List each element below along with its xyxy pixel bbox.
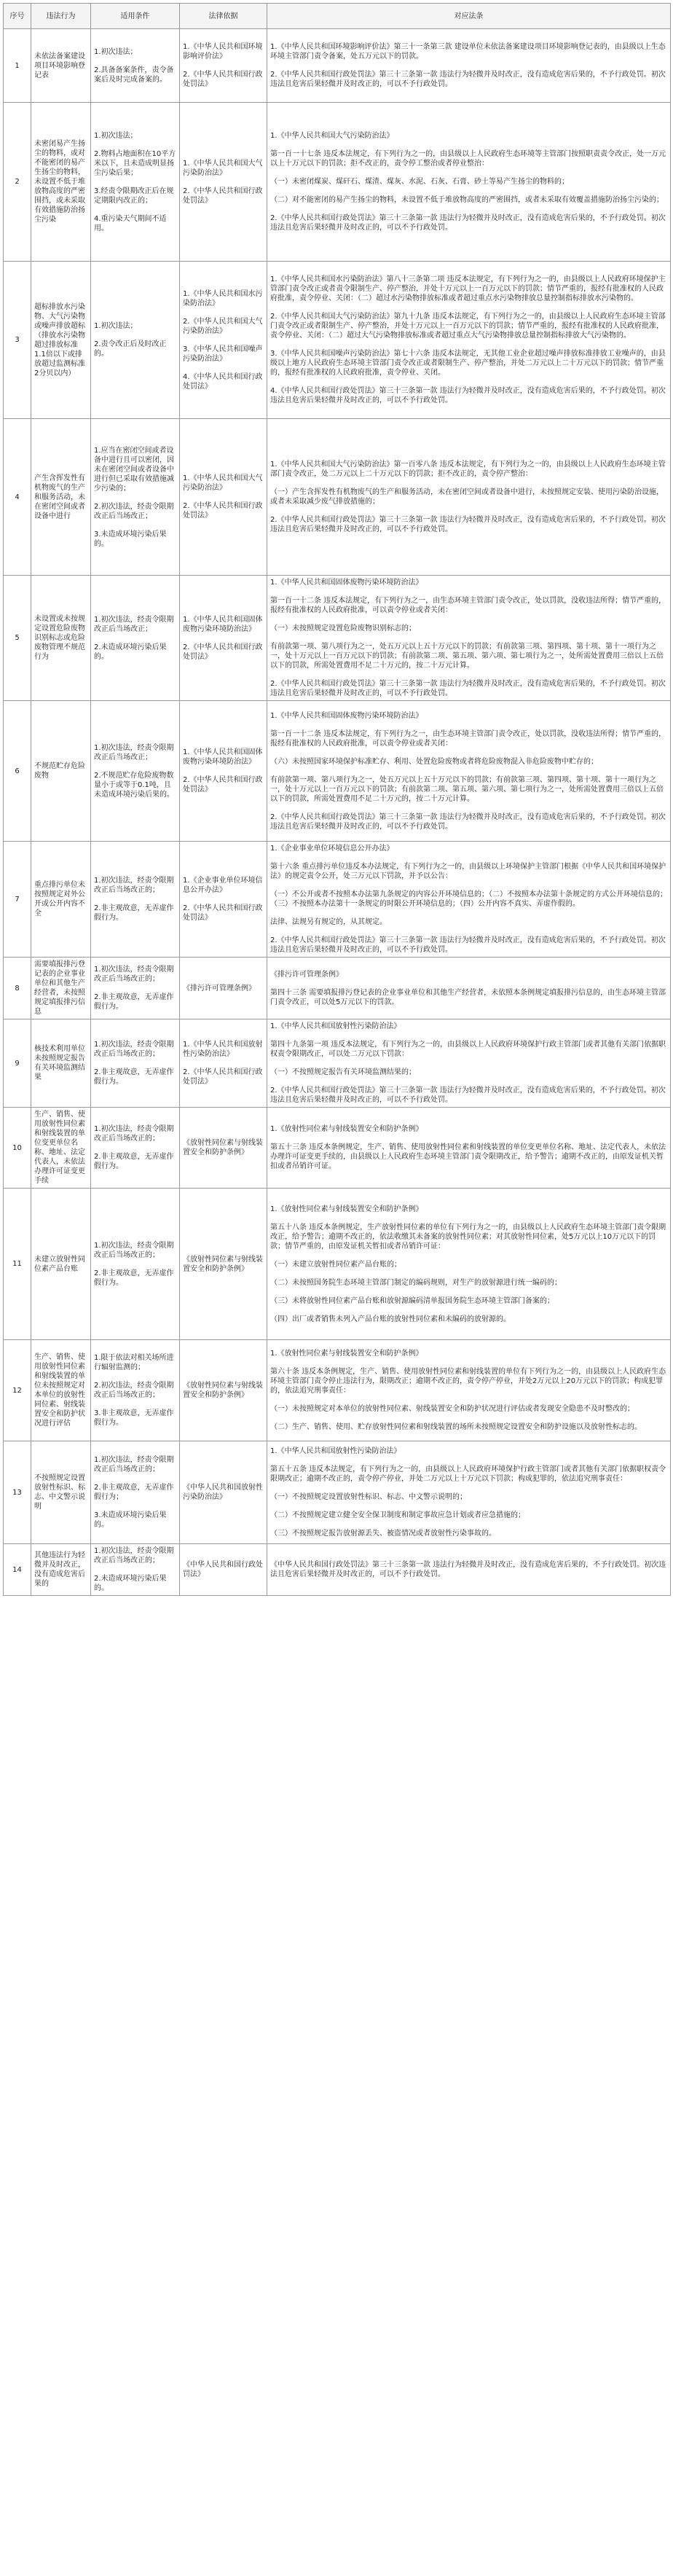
legal-basis: [180, 576, 267, 701]
legal-basis: [180, 1189, 267, 1340]
clause-paragraph: 第一百一十二条 违反本法规定，有下列行为之一，由生态环境主管部门责令改正，处以罚款，没收违法所得；情节严重的，报经有批准权的人民政府批准，可以责令停业或者关闭：: [270, 597, 666, 614]
corresponding-clauses: [267, 1441, 671, 1544]
corresponding-clauses: [267, 1019, 671, 1108]
violation-behavior: 其他违法行为轻微并及时改正，没有造成危害后果的: [31, 1544, 91, 1596]
row-number: 13: [4, 1441, 31, 1544]
applicable-conditions: [91, 1441, 180, 1544]
violation-behavior: 生产、销售、使用放射性同位素和射线装置的单位变更单位名称、地址、法定代表人，未依法办理许可证变更手续: [31, 1108, 91, 1189]
condition-item: 1.初次违法，经责令限期改正后当场改正的；: [94, 966, 174, 983]
clause-paragraph: （三）不按照规定报告放射源丢失、被盗情况或者放射性污染事故的。: [270, 1530, 496, 1538]
condition-item: 2.未造成环境污染后果的。: [94, 1575, 167, 1592]
clause-paragraph: 第一百一十七条 违反本法规定，有下列行为之一的，由县级以上人民政府生态环境等主管部门按照职责责令改正，处一万元以上十万元以下的罚款；拒不改正的，责令停工整治或者停业整治：: [270, 150, 666, 168]
basis-item: 《放射性同位素与射线装置安全和防护条例》: [183, 1382, 263, 1399]
legal-basis: [180, 103, 267, 262]
table-row: [4, 1441, 671, 1544]
clause-paragraph: 2.《中华人民共和国行政处罚法》第三十三条第一款 违法行为轻微并及时改正，没有造成危害后果的，不予行政处罚。初次违法且危害后果轻微并及时改正的，可以不予行政处罚。: [270, 71, 666, 88]
corresponding-clauses: [267, 29, 671, 103]
basis-item: 1.《中华人民共和国放射性污染防治法》: [183, 1041, 263, 1058]
table-row: [4, 1108, 671, 1189]
condition-item: 1.初次违法，经责令限期改正后当场改正；: [94, 743, 174, 762]
clause-paragraph: 1.《放射性同位素与射线装置安全和防护条例》: [270, 1350, 423, 1358]
basis-item: 4.《中华人民共和国行政处罚法》: [183, 372, 263, 391]
clause-paragraph: （一）不按照规定设置放射性标识、标志、中文警示说明的；: [270, 1493, 467, 1501]
legal-basis: [180, 842, 267, 958]
condition-item: 2.非主观故意，无弄虚作假行为；: [94, 1484, 174, 1501]
header-clauses: 对应法条: [267, 4, 671, 29]
condition-item: 2.未造成环境污染后果的。: [94, 643, 167, 661]
violation-behavior: 不按照规定设置放射性标识、标志、中文警示说明: [31, 1441, 91, 1544]
table-row: [4, 576, 671, 701]
clause-paragraph: 法律、法规另有规定的，从其规定。: [270, 918, 387, 926]
row-number: 5: [4, 576, 31, 701]
basis-item: 2.《中华人民共和国行政处罚法》: [183, 1068, 263, 1086]
legal-basis: [180, 1441, 267, 1544]
condition-item: 1.应当在密闭空间或者设备中进行且可以密闭，因未在密闭空间或者设备中进行但已采取有效措施减少污染的；: [94, 446, 174, 493]
header-conditions: 适用条件: [91, 4, 180, 29]
clause-paragraph: 1.《中华人民共和国固体废物污染环境防治法》: [270, 579, 423, 587]
clause-paragraph: （一）不公开或者不按照本办法第九条规定的内容公开环境信息的；（二）不按照本办法第十条规定的方式公开环境信息的；（三）不按照本办法第十一条规定的时限公开环境信息的；（四）公开内容不真实、弄虚作假的。: [270, 890, 667, 908]
clause-paragraph: 第四十九条第一项 违反本法规定，有下列行为之一的，由县级以上人民政府环境保护行政主管部门或者其他有关部门依据职权责令限期改正，可以处二万元以下罚款：: [270, 1041, 666, 1058]
clause-paragraph: 1.《中华人民共和国水污染防治法》第八十三条第二项 违反本法规定，有下列行为之一的，由县级以上人民政府环境保护主管部门责令改正或者责令限制生产、停产整治，并处十万元以上一百万元以下的罚款；情节严重的，报经有批准权的人民政府批准，责令停业、关闭：（二）超过水污染物排放标准或者超过重点水污染物排放总量控制指标排放水污染物的。: [270, 275, 666, 302]
row-number: 9: [4, 1019, 31, 1108]
basis-item: 2.《中华人民共和国行政处罚法》: [183, 187, 263, 205]
condition-item: 1.初次违法，经责令限期改正后当场改正的；: [94, 1547, 174, 1565]
clause-paragraph: 第五十五条 违反本法规定，有下列行为之一的，由县级以上人民政府环境保护行政主管部门或者其他有关部门依据职权责令限期改正；逾期不改正的，责令停产停业，并处二万元以上十万元以下罚款；构成犯罪的，依法追究刑事责任：: [270, 1465, 666, 1483]
clause-paragraph: 2.《中华人民共和国大气污染防治法》第九十九条 违反本法规定，有下列行为之一的，由县级以上人民政府生态环境主管部门责令改正或者限制生产、停产整治，并处十万元以上一百万元以下的罚款；情节严重的，报经有批准权的人民政府批准，责令停业、关闭：（二）超过大气污染物排放标准或者超过重点大气污染物排放总量控制指标排放大气污染物的。: [270, 313, 666, 340]
clause-paragraph: （四）出厂或者销售未列入产品台账的放射性同位素和未编码的放射源的。: [270, 1315, 511, 1323]
applicable-conditions: [91, 576, 180, 701]
header-no: 序号: [4, 4, 31, 29]
table-row: [4, 1189, 671, 1340]
clause-paragraph: 1.《中华人民共和国大气污染防治法》第一百零八条 违反本法规定，有下列行为之一的，由县级以上人民政府生态环境主管部门责令改正，处二万元以上二十万元以下的罚款；拒不改正的，责令停产整治：: [270, 461, 666, 478]
violation-behavior: 未建立放射性同位素产品台账: [31, 1189, 91, 1340]
corresponding-clauses: [267, 842, 671, 958]
regulation-table: [3, 3, 671, 1596]
basis-item: 1.《中华人民共和国环境影响评价法》: [183, 43, 263, 60]
clause-paragraph: 1.《企业事业单位环境信息公开办法》: [270, 845, 394, 853]
clause-paragraph: （一）未密闭煤炭、煤矸石、煤渣、煤灰、水泥、石灰、石膏、砂土等易产生扬尘的物料的；: [270, 178, 569, 186]
basis-item: 1.《中华人民共和国大气污染防治法》: [183, 159, 263, 177]
basis-item: 《中华人民共和国放射性污染防治法》: [183, 1484, 263, 1501]
clause-paragraph: 第五十八条 违反本条例规定，生产放射性同位素的单位有下列行为之一的，由县级以上人民政府生态环境主管部门责令限期改正，给予警告；逾期不改正的，依法收缴其未备案的放射性同位素；对其放射性同位素，处5万元以上10万元以下的罚款；情节严重的，由原发证机关暂扣或者吊销许可证：: [270, 1223, 666, 1250]
table-row: [4, 29, 671, 103]
violation-behavior: 重点排污单位未按照规定对外公开或公开内容不全: [31, 842, 91, 958]
row-number: 12: [4, 1340, 31, 1441]
applicable-conditions: [91, 958, 180, 1019]
table-row: [4, 1340, 671, 1441]
condition-item: 3.经责令限期改正后在规定期限内改正的；: [94, 187, 174, 205]
clause-paragraph: （三）未将放射性同位素产品台账和放射源编码清单报国务院生态环境主管部门备案的；: [270, 1296, 554, 1305]
basis-item: 1.《中华人民共和国固体废物污染环境防治法》: [183, 615, 263, 633]
corresponding-clauses: [267, 103, 671, 262]
legal-basis: [180, 1019, 267, 1108]
corresponding-clauses: [267, 419, 671, 576]
condition-item: 1.初次违法，经责令限期改正后当场改正的；: [94, 1125, 174, 1143]
clause-paragraph: （二）未按照国务院生态环境主管部门制定的编码规则，对生产的放射源进行统一编码的；: [270, 1278, 562, 1287]
row-number: 3: [4, 262, 31, 419]
clause-paragraph: 1.《放射性同位素与射线装置安全和防护条例》: [270, 1205, 423, 1213]
applicable-conditions: [91, 1340, 180, 1441]
clause-paragraph: （二）不按照规定建立健全安全保卫制度和制定事故应急计划或者应急措施的；: [270, 1511, 525, 1519]
basis-item: 2.《中华人民共和国行政处罚法》: [183, 776, 263, 794]
condition-item: 1.初次违法，经责令限期改正后当场改正；: [94, 615, 174, 633]
clause-paragraph: 2.《中华人民共和国行政处罚法》第三十三条第一款 违法行为轻微并及时改正，没有造成危害后果的，不予行政处罚。初次违法且危害后果轻微并及时改正的，可以不予行政处罚。: [270, 1087, 666, 1104]
applicable-conditions: [91, 29, 180, 103]
row-number: 4: [4, 419, 31, 576]
row-number: 2: [4, 103, 31, 262]
table-row: [4, 958, 671, 1019]
clause-paragraph: 1.《中华人民共和国固体废物污染环境防治法》: [270, 711, 423, 720]
basis-item: 1.《企业事业单位环境信息公开办法》: [183, 877, 263, 894]
clause-paragraph: 有前款第一项、第八项行为之一，处五万元以上五十万元以下的罚款；有前款第三项、第四项、第十项、第十一项行为之一，处十万元以上一百万元以下的罚款；有前款第二项、第五项、第六项、第七项行为之一，处所需处置费用三倍以上五倍以下的罚款，所需处置费用不足二十万元的，按二十万元计算。: [270, 775, 664, 803]
row-number: 8: [4, 958, 31, 1019]
condition-item: 1.初次违法，经责令限期改正后当场改正的；: [94, 1041, 174, 1058]
basis-item: 2.《中华人民共和国行政处罚法》: [183, 643, 263, 661]
table-row: [4, 701, 671, 842]
corresponding-clauses: [267, 576, 671, 701]
basis-item: 《中华人民共和国行政处罚法》: [183, 1561, 263, 1578]
basis-item: 2.《中华人民共和国行政处罚法》: [183, 502, 263, 520]
violation-behavior: 核技术利用单位未按照规定报告有关环境监测结果: [31, 1019, 91, 1108]
applicable-conditions: [91, 103, 180, 262]
clause-paragraph: 1.《中华人民共和国大气污染防治法》: [270, 132, 394, 140]
corresponding-clauses: [267, 1340, 671, 1441]
clause-paragraph: （二）生产、销售、使用、贮存放射性同位素和射线装置的场所未按照规定设置安全和防护设施以及放射性标志的。: [270, 1423, 642, 1431]
legal-basis: [180, 1544, 267, 1596]
row-number: 11: [4, 1189, 31, 1340]
condition-item: 1.初次违法；: [94, 322, 138, 330]
applicable-conditions: [91, 1189, 180, 1340]
condition-item: 1.初次违法；: [94, 47, 138, 56]
legal-basis: [180, 29, 267, 103]
row-number: 10: [4, 1108, 31, 1189]
clause-paragraph: 4.《中华人民共和国行政处罚法》第三十三条第一款 违法行为轻微并及时改正，没有造成危害后果的，不予行政处罚。初次违法且危害后果轻微并及时改正的，可以不予行政处罚。: [270, 387, 666, 404]
violation-behavior: 产生含挥发性有机物废气的生产和服务活动，未在密闭空间或者设备中进行: [31, 419, 91, 576]
basis-item: 《放射性同位素与射线装置安全和防护条例》: [183, 1255, 263, 1273]
clause-paragraph: 2.《中华人民共和国行政处罚法》第三十三条第一款 违法行为轻微并及时改正，没有造成危害后果的，不予行政处罚。初次违法且危害后果轻微并及时改正的，可以不予行政处罚。: [270, 516, 666, 533]
condition-item: 1.初次违法，经责令限期改正后当场改正的；: [94, 1241, 174, 1259]
applicable-conditions: [91, 262, 180, 419]
clause-paragraph: 第十六条 重点排污单位违反本办法规定，有下列行为之一的，由县级以上环境保护主管部门根据《中华人民共和国环境保护法》的规定责令公开，处三万元以下罚款，并予以公告：: [270, 863, 666, 880]
legal-basis: [180, 958, 267, 1019]
table-row: [4, 1544, 671, 1596]
clause-paragraph: 2.《中华人民共和国行政处罚法》第三十三条第一款 违法行为轻微并及时改正，没有造成危害后果的，不予行政处罚。初次违法且危害后果轻微并及时改正的，可以不予行政处罚。: [270, 813, 666, 831]
clause-paragraph: 《排污许可管理条例》: [270, 970, 343, 979]
header-basis: 法律依据: [180, 4, 267, 29]
clause-paragraph: 2.《中华人民共和国行政处罚法》第三十三条第一款 违法行为轻微并及时改正，没有造成危害后果的，不予行政处罚。初次违法且危害后果轻微并及时改正的，可以不予行政处罚。: [270, 936, 666, 954]
legal-basis: [180, 419, 267, 576]
basis-item: 1.《中华人民共和国水污染防治法》: [183, 289, 263, 308]
row-number: 6: [4, 701, 31, 842]
table-header: [4, 4, 671, 29]
basis-item: 1.《中华人民共和国大气污染防治法》: [183, 474, 263, 492]
corresponding-clauses: [267, 1108, 671, 1189]
table-row: [4, 419, 671, 576]
corresponding-clauses: [267, 262, 671, 419]
table-row: [4, 262, 671, 419]
clause-paragraph: 1.《中华人民共和国环境影响评价法》第三十一条第三款 建设单位未依法备案建设项目环境影响登记表的，由县级以上生态环境主管部门责令备案，处五万元以下的罚款。: [270, 43, 666, 60]
violation-behavior: 不规范贮存危险废物: [31, 701, 91, 842]
clause-paragraph: 《中华人民共和国行政处罚法》第三十三条第一款 违法行为轻微并及时改正，没有造成危害后果的，不予行政处罚。初次违法且危害后果轻微并及时改正的，可以不予行政处罚。: [270, 1561, 666, 1578]
clause-paragraph: 3.《中华人民共和国噪声污染防治法》第七十六条 违反本法规定，无其他工业企业超过噪声排放标准排放工业噪声的，由县级以上地方人民政府生态环境主管部门责令改正或者限制生产、停产整治，并处二万元以上二十万元以下的罚款；情节严重的，报经有批准权的人民政府批准，责令停业、关闭。: [270, 350, 666, 377]
clause-paragraph: （二）对不能密闭的易产生扬尘的物料，未设置不低于堆放物高度的严密围挡，或者未采取有效覆盖措施防治扬尘污染的；: [270, 196, 664, 204]
row-number: 7: [4, 842, 31, 958]
condition-item: 2.不规范贮存危险废物数量小于或等于0.1吨，且未造成环境污染后果的。: [94, 771, 174, 799]
basis-item: 2.《中华人民共和国大气污染防治法》: [183, 317, 263, 335]
basis-item: 2.《中华人民共和国行政处罚法》: [183, 904, 263, 922]
condition-item: 3.未造成环境污染后果的。: [94, 1511, 167, 1529]
clause-paragraph: 2.《中华人民共和国行政处罚法》第三十三条第一款 违法行为轻微并及时改正，没有造成危害后果的，不予行政处罚。初次违法且危害后果轻微并及时改正的，可以不予行政处罚。: [270, 680, 666, 697]
condition-item: 1.初次违法，经责令限期改正后当场改正的；: [94, 1456, 174, 1473]
header-row: [4, 4, 671, 29]
clause-paragraph: （一）产生含挥发性有机物废气的生产和服务活动，未在密闭空间或者设备中进行，未按照规定安装、使用污染防治设施，或者未采取减少废气排放措施的；: [270, 488, 664, 506]
legal-basis: [180, 1108, 267, 1189]
condition-item: 2.责令改正后及时改正的。: [94, 340, 167, 358]
applicable-conditions: [91, 842, 180, 958]
legal-basis: [180, 262, 267, 419]
basis-item: 《排污许可管理条例》: [183, 984, 256, 993]
corresponding-clauses: [267, 1544, 671, 1596]
legal-basis: [180, 1340, 267, 1441]
clause-paragraph: （一）未按照规定对本单位的放射性同位素、射线装置安全和防护状况进行评估或者发现安全隐患不及时整改的；: [270, 1405, 634, 1413]
applicable-conditions: [91, 701, 180, 842]
table-row: [4, 103, 671, 262]
condition-item: 2.非主观故意，无弄虚作假行为。: [94, 1153, 174, 1170]
table-body: [4, 29, 671, 1596]
basis-item: 1.《中华人民共和国固体废物污染环境防治法》: [183, 748, 263, 766]
violation-behavior: 超标排放水污染物、大气污染物或噪声排放超标（排放水污染物超过排放标准1.1倍以下或排放超过监测标准2分贝以内）: [31, 262, 91, 419]
clause-paragraph: 第四十三条 需要填报排污登记表的企业事业单位和其他生产经营者，未依照本条例规定填报排污信息的，由生态环境主管部门责令改正，可以处5万元以下的罚款。: [270, 988, 666, 1006]
corresponding-clauses: [267, 958, 671, 1019]
applicable-conditions: [91, 1019, 180, 1108]
clause-paragraph: 第六十条 违反本条例规定，生产、销售、使用放射性同位素和射线装置的单位有下列行为之一的，由县级以上人民政府生态环境主管部门责令停止违法行为，限期改正；逾期不改正的，责令停产停业，并处2万元以上20万元以下的罚款；构成犯罪的，依法追究刑事责任：: [270, 1368, 666, 1395]
violation-behavior: 未密闭易产生扬尘的物料，或对不能密闭的易产生扬尘的物料，未设置不低于堆放物高度的严密围挡，或未采取有效措施防治扬尘污染: [31, 103, 91, 262]
applicable-conditions: [91, 1108, 180, 1189]
table-row: [4, 842, 671, 958]
row-number: 14: [4, 1544, 31, 1596]
condition-item: 1.初次违法；: [94, 131, 138, 140]
condition-item: 3.非主观故意，无弄虚作假行为。: [94, 1409, 174, 1427]
clause-paragraph: 第五十三条 违反本条例规定，生产、销售、使用放射性同位素和射线装置的单位变更单位名称、地址、法定代表人，未依法办理许可证变更手续的，由县级以上人民政府生态环境主管部门责令限期改正，给予警告；逾期不改正的，由原发证机关暂扣或者吊销许可证。: [270, 1143, 666, 1170]
clause-paragraph: 2.《中华人民共和国行政处罚法》第三十三条第一款 违法行为轻微并及时改正，没有造成危害后果的，不予行政处罚。初次违法且危害后果轻微并及时改正的，可以不予行政处罚。: [270, 214, 666, 232]
basis-item: 2.《中华人民共和国行政处罚法》: [183, 71, 263, 88]
condition-item: 4.重污染天气期间不适用。: [94, 214, 167, 232]
condition-item: 2.非主观故意，无弄虚作假行为。: [94, 1068, 174, 1086]
condition-item: 3.未造成环境污染后果的。: [94, 530, 167, 548]
table-row: [4, 1019, 671, 1108]
applicable-conditions: [91, 419, 180, 576]
violation-behavior: 未依法备案建设项目环境影响登记表: [31, 29, 91, 103]
condition-item: 2.非主观故意，无弄虚作假行为。: [94, 993, 174, 1011]
header-behavior: 违法行为: [31, 4, 91, 29]
condition-item: 1.初次违法，经责令限期改正后当场改正的；: [94, 877, 174, 894]
condition-item: 2.初次违法，经责令限期改正后当场改正的；: [94, 1382, 174, 1399]
condition-item: 2.具备备案条件，责令备案后及时完成备案的。: [94, 66, 174, 84]
violation-behavior: 生产、销售、使用放射性同位素和射线装置的单位未按照规定对本单位的放射性同位素、射线装置安全和防护状况进行评估: [31, 1340, 91, 1441]
clause-paragraph: 第一百一十二条 违反本法规定，有下列行为之一，由生态环境主管部门责令改正，处以罚款，没收违法所得；情节严重的，报经有批准权的人民政府批准，可以责令停业或者关闭：: [270, 729, 666, 748]
condition-item: 2.非主观故意，无弄虚作假行为。: [94, 904, 174, 922]
clause-paragraph: （六）未按照国家环境保护标准贮存、利用、处置危险废物或者将危险废物混入非危险废物中贮存的；: [270, 757, 598, 766]
clause-paragraph: 1.《放射性同位素与射线装置安全和防护条例》: [270, 1125, 423, 1133]
condition-item: 2.非主观故意，无弄虚作假行为。: [94, 1269, 174, 1287]
violation-behavior: 需要填报排污登记表的企业事业单位和其他生产经营者，未按照规定填报排污信息: [31, 958, 91, 1019]
corresponding-clauses: [267, 701, 671, 842]
legal-basis: [180, 701, 267, 842]
condition-item: 2.物料占地面积在10平方米以下，且未造成明显扬尘污染后果；: [94, 149, 176, 177]
basis-item: 《放射性同位素与射线装置安全和防护条例》: [183, 1139, 263, 1156]
clause-paragraph: （一）不按照规定报告有关环境监测结果的；: [270, 1068, 416, 1076]
applicable-conditions: [91, 1544, 180, 1596]
clause-paragraph: 有前款第一项、第八项行为之一，处五万元以上五十万元以下的罚款；有前款第三项、第四项、第十项、第十一项行为之一，处十万元以上一百万元以下的罚款；有前款第二项、第五项、第六项、第七项行为之一，处所需处置费用三倍以上五倍以下的罚款，所需处置费用不足二十万元的，按二十万元计算。: [270, 643, 664, 670]
clause-paragraph: 1.《中华人民共和国放射性污染防治法》: [270, 1022, 401, 1030]
violation-behavior: 未设置或未按规定设置危险废物识别标志或危险废物管理不规范行为: [31, 576, 91, 701]
clause-paragraph: （一）未建立放射性同位素产品台账的；: [270, 1260, 401, 1269]
clause-paragraph: 1.《中华人民共和国放射性污染防治法》: [270, 1447, 401, 1455]
row-number: 1: [4, 29, 31, 103]
clause-paragraph: （一）未按照规定设置危险废物识别标志的；: [270, 625, 416, 633]
condition-item: 1.限于依法对相关场所进行辐射监测的；: [94, 1354, 174, 1371]
basis-item: 3.《中华人民共和国噪声污染防治法》: [183, 345, 263, 363]
condition-item: 2.初次违法，经责令限期改正后当场改正；: [94, 502, 174, 520]
corresponding-clauses: [267, 1189, 671, 1340]
